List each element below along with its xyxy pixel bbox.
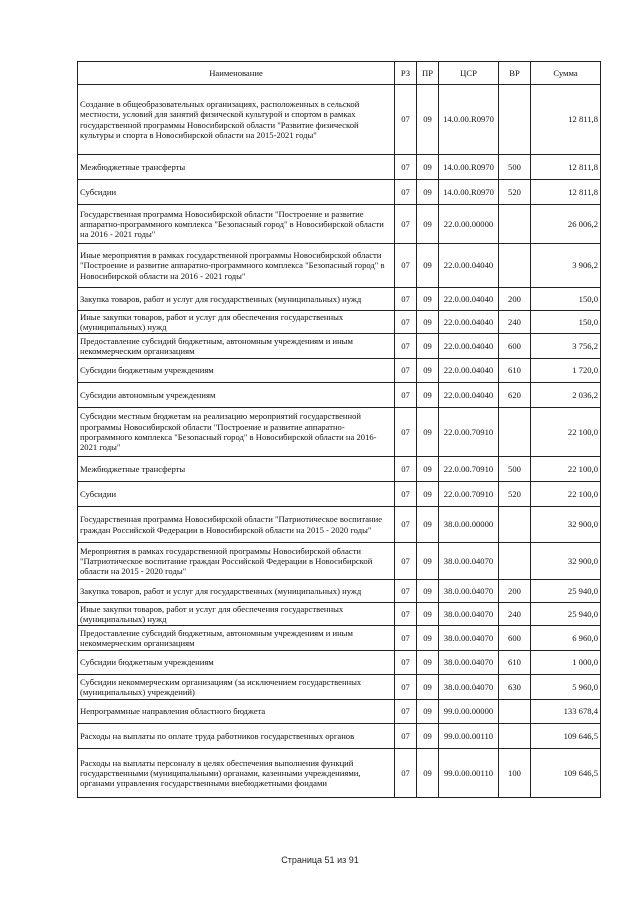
cell-csr: 99.0.00.00110 [439, 749, 499, 798]
cell-rz: 07 [395, 482, 417, 507]
table-header-row [78, 62, 601, 85]
cell-vr: 100 [499, 749, 531, 798]
table-row [78, 180, 601, 205]
cell-sum: 6 960,0 [531, 626, 601, 651]
cell-vr [499, 724, 531, 749]
cell-csr: 22.0.00.04040 [439, 334, 499, 359]
cell-csr: 14.0.00.R0970 [439, 180, 499, 205]
cell-name: Иные мероприятия в рамках государственной программы Новосибирской области "Построение и развитие аппаратно-программного комплекса "Безопасный город" в Новосибирской области на 2016 - 2021 годы" [78, 244, 395, 288]
cell-rz: 07 [395, 383, 417, 408]
cell-csr: 22.0.00.04040 [439, 244, 499, 288]
cell-vr: 500 [499, 155, 531, 180]
cell-pr: 09 [417, 749, 439, 798]
cell-vr: 610 [499, 359, 531, 383]
cell-pr: 09 [417, 311, 439, 334]
cell-vr [499, 700, 531, 724]
table-row [78, 311, 601, 334]
cell-pr: 09 [417, 334, 439, 359]
cell-vr [499, 507, 531, 543]
cell-sum: 3 906,2 [531, 244, 601, 288]
cell-name: Субсидии бюджетным учреждениям [78, 651, 395, 675]
cell-csr: 99.0.00.00110 [439, 724, 499, 749]
cell-rz: 07 [395, 311, 417, 334]
cell-sum: 12 811,8 [531, 180, 601, 205]
cell-rz: 07 [395, 603, 417, 626]
cell-sum: 32 900,0 [531, 507, 601, 543]
table-row [78, 85, 601, 155]
cell-pr: 09 [417, 603, 439, 626]
cell-pr: 09 [417, 675, 439, 700]
table-row [78, 580, 601, 603]
table-row [78, 244, 601, 288]
cell-pr: 09 [417, 580, 439, 603]
cell-sum: 2 036,2 [531, 383, 601, 408]
header-rz: РЗ [395, 62, 417, 85]
cell-vr: 620 [499, 383, 531, 408]
cell-csr: 38.0.00.04070 [439, 675, 499, 700]
cell-csr: 38.0.00.04070 [439, 603, 499, 626]
table-row [78, 651, 601, 675]
cell-rz: 07 [395, 334, 417, 359]
cell-csr: 14.0.00.R0970 [439, 155, 499, 180]
table-row [78, 288, 601, 311]
cell-pr: 09 [417, 359, 439, 383]
cell-vr [499, 244, 531, 288]
cell-name: Субсидии [78, 180, 395, 205]
table-row [78, 700, 601, 724]
cell-rz: 07 [395, 180, 417, 205]
cell-pr: 09 [417, 651, 439, 675]
cell-sum: 150,0 [531, 311, 601, 334]
cell-rz: 07 [395, 288, 417, 311]
cell-name: Субсидии местным бюджетам на реализацию мероприятий государственной программы Новосибирской области "Построение и развитие аппаратно-программного комплекса "Безопасный город" в Новосибирской области на 2016-2021 годы" [78, 408, 395, 457]
cell-vr: 520 [499, 180, 531, 205]
cell-name: Субсидии [78, 482, 395, 507]
cell-pr: 09 [417, 543, 439, 580]
cell-rz: 07 [395, 580, 417, 603]
cell-rz: 07 [395, 205, 417, 244]
table-row [78, 334, 601, 359]
cell-name: Закупка товаров, работ и услуг для государственных (муниципальных) нужд [78, 580, 395, 603]
cell-csr: 22.0.00.70910 [439, 457, 499, 482]
cell-rz: 07 [395, 359, 417, 383]
cell-vr: 240 [499, 603, 531, 626]
cell-name: Субсидии бюджетным учреждениям [78, 359, 395, 383]
cell-sum: 150,0 [531, 288, 601, 311]
cell-pr: 09 [417, 724, 439, 749]
cell-pr: 09 [417, 700, 439, 724]
cell-sum: 26 006,2 [531, 205, 601, 244]
table-row [78, 383, 601, 408]
cell-sum: 25 940,0 [531, 580, 601, 603]
cell-name: Субсидии некоммерческим организациям (за исключением государственных (муниципальных) учреждений) [78, 675, 395, 700]
cell-rz: 07 [395, 244, 417, 288]
header-name: Наименование [78, 62, 395, 85]
table-row [78, 507, 601, 543]
table-row [78, 482, 601, 507]
cell-name: Создание в общеобразовательных организациях, расположенных в сельской местности, условий для занятий физической культурой и спортом в рамках государственной программы Новосибирской области "Развитие физической культуры и спорта в Новосибирской области на 2015-2021 годы" [78, 85, 395, 155]
cell-vr: 240 [499, 311, 531, 334]
cell-sum: 12 811,8 [531, 85, 601, 155]
cell-sum: 109 646,5 [531, 724, 601, 749]
cell-rz: 07 [395, 408, 417, 457]
cell-rz: 07 [395, 724, 417, 749]
cell-name: Государственная программа Новосибирской области "Построение и развитие аппаратно-программного комплекса "Безопасный город" в Новосибирской области на 2016 - 2021 годы" [78, 205, 395, 244]
cell-sum: 22 100,0 [531, 482, 601, 507]
table-row [78, 675, 601, 700]
cell-vr: 610 [499, 651, 531, 675]
cell-csr: 22.0.00.04040 [439, 288, 499, 311]
cell-rz: 07 [395, 651, 417, 675]
cell-vr: 200 [499, 580, 531, 603]
cell-vr: 600 [499, 626, 531, 651]
cell-rz: 07 [395, 543, 417, 580]
cell-pr: 09 [417, 457, 439, 482]
table-row [78, 724, 601, 749]
cell-vr: 520 [499, 482, 531, 507]
table-row [78, 626, 601, 651]
cell-pr: 09 [417, 383, 439, 408]
cell-csr: 99.0.00.00000 [439, 700, 499, 724]
cell-sum: 22 100,0 [531, 457, 601, 482]
cell-pr: 09 [417, 155, 439, 180]
cell-rz: 07 [395, 155, 417, 180]
page-number: Страница 51 из 91 [281, 855, 359, 865]
table-row [78, 457, 601, 482]
cell-vr: 600 [499, 334, 531, 359]
cell-name: Иные закупки товаров, работ и услуг для обеспечения государственных (муниципальных) нужд [78, 311, 395, 334]
header-csr: ЦСР [439, 62, 499, 85]
cell-csr: 38.0.00.00000 [439, 507, 499, 543]
cell-name: Иные закупки товаров, работ и услуг для обеспечения государственных (муниципальных) нужд [78, 603, 395, 626]
cell-csr: 22.0.00.70910 [439, 482, 499, 507]
table-row [78, 408, 601, 457]
table-row [78, 205, 601, 244]
header-sum: Сумма [531, 62, 601, 85]
cell-name: Предоставление субсидий бюджетным, автономным учреждениям и иным некоммерческим организациям [78, 626, 395, 651]
cell-name: Расходы на выплаты по оплате труда работников государственных органов [78, 724, 395, 749]
cell-pr: 09 [417, 85, 439, 155]
cell-csr: 38.0.00.04070 [439, 651, 499, 675]
cell-sum: 1 000,0 [531, 651, 601, 675]
cell-name: Закупка товаров, работ и услуг для государственных (муниципальных) нужд [78, 288, 395, 311]
cell-sum: 25 940,0 [531, 603, 601, 626]
table-row [78, 155, 601, 180]
cell-name: Государственная программа Новосибирской области "Патриотическое воспитание граждан Российской Федерации в Новосибирской области на 2015 - 2020 годы" [78, 507, 395, 543]
cell-sum: 5 960,0 [531, 675, 601, 700]
cell-pr: 09 [417, 180, 439, 205]
cell-rz: 07 [395, 626, 417, 651]
cell-vr: 200 [499, 288, 531, 311]
cell-vr [499, 408, 531, 457]
cell-pr: 09 [417, 205, 439, 244]
cell-vr: 500 [499, 457, 531, 482]
cell-pr: 09 [417, 288, 439, 311]
table-row [78, 749, 601, 798]
table-row [78, 543, 601, 580]
table-row [78, 359, 601, 383]
cell-rz: 07 [395, 675, 417, 700]
table-row [78, 603, 601, 626]
cell-sum: 109 646,5 [531, 749, 601, 798]
cell-pr: 09 [417, 408, 439, 457]
cell-rz: 07 [395, 749, 417, 798]
cell-name: Мероприятия в рамках государственной программы Новосибирской области "Патриотическое воспитание граждан Российской Федерации в Новосибирской области на 2015 - 2020 годы" [78, 543, 395, 580]
cell-name: Межбюджетные трансферты [78, 155, 395, 180]
header-vr: ВР [499, 62, 531, 85]
cell-name: Субсидии автономным учреждениям [78, 383, 395, 408]
cell-rz: 07 [395, 457, 417, 482]
cell-pr: 09 [417, 626, 439, 651]
header-pr: ПР [417, 62, 439, 85]
cell-vr [499, 85, 531, 155]
cell-name: Непрограммные направления областного бюджета [78, 700, 395, 724]
cell-sum: 1 720,0 [531, 359, 601, 383]
cell-sum: 22 100,0 [531, 408, 601, 457]
cell-name: Расходы на выплаты персоналу в целях обеспечения выполнения функций государственными (муниципальными) органами, казенными учреждениями, органами управления государственными внебюджетными фондами [78, 749, 395, 798]
cell-pr: 09 [417, 507, 439, 543]
cell-csr: 38.0.00.04070 [439, 543, 499, 580]
cell-csr: 38.0.00.04070 [439, 626, 499, 651]
cell-rz: 07 [395, 507, 417, 543]
cell-csr: 22.0.00.04040 [439, 359, 499, 383]
cell-vr: 630 [499, 675, 531, 700]
cell-csr: 14.0.00.R0970 [439, 85, 499, 155]
cell-pr: 09 [417, 244, 439, 288]
cell-name: Предоставление субсидий бюджетным, автономным учреждениям и иным некоммерческим организациям [78, 334, 395, 359]
cell-csr: 38.0.00.04070 [439, 580, 499, 603]
cell-vr [499, 205, 531, 244]
cell-rz: 07 [395, 85, 417, 155]
cell-csr: 22.0.00.70910 [439, 408, 499, 457]
cell-sum: 12 811,8 [531, 155, 601, 180]
cell-rz: 07 [395, 700, 417, 724]
cell-sum: 32 900,0 [531, 543, 601, 580]
cell-csr: 22.0.00.00000 [439, 205, 499, 244]
cell-vr [499, 543, 531, 580]
cell-sum: 3 756,2 [531, 334, 601, 359]
cell-pr: 09 [417, 482, 439, 507]
cell-csr: 22.0.00.04040 [439, 383, 499, 408]
cell-name: Межбюджетные трансферты [78, 457, 395, 482]
cell-sum: 133 678,4 [531, 700, 601, 724]
cell-csr: 22.0.00.04040 [439, 311, 499, 334]
budget-table [77, 61, 601, 798]
